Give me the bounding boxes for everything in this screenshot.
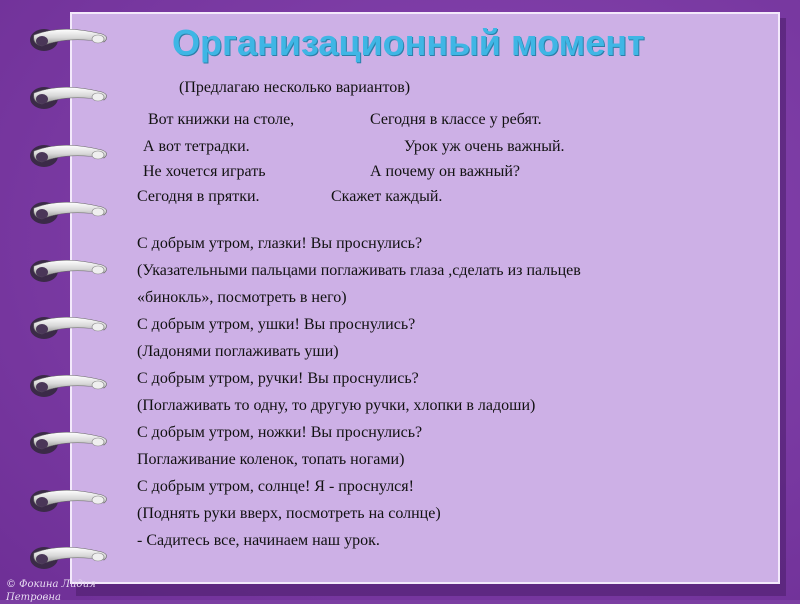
binder-ring-icon <box>22 544 112 572</box>
text-line: С добрым утром, солнце! Я - проснулся! <box>137 478 414 495</box>
copyright-signature <box>6 578 96 604</box>
text-line: С добрым утром, ручки! Вы проснулись? <box>137 370 419 387</box>
binder-ring-icon <box>22 199 112 227</box>
text-line: (Указательными пальцами поглаживать глаза ,сделать из пальцев <box>137 262 581 279</box>
binder-ring-icon <box>22 372 112 400</box>
poem-right-line: Скажет каждый. <box>331 188 443 205</box>
binder-ring-icon <box>22 314 112 342</box>
subtitle: (Предлагаю несколько вариантов) <box>179 79 411 96</box>
poem-right-line: Сегодня в классе у ребят. <box>370 111 542 128</box>
text-line: - Садитесь все, начинаем наш урок. <box>137 532 380 549</box>
poem-right-line: Урок уж очень важный. <box>404 138 565 155</box>
poem-left-line: Вот книжки на столе, <box>148 111 295 128</box>
binder-ring-icon <box>22 429 112 457</box>
binder-ring-icon <box>22 142 112 170</box>
page-title: Организационный момент <box>172 22 645 63</box>
poem-right-line: А почему он важный? <box>370 163 521 180</box>
binder-ring-icon <box>22 487 112 515</box>
text-line: Поглаживание коленок, топать ногами) <box>137 451 405 468</box>
text-line: С добрым утром, ножки! Вы проснулись? <box>137 424 423 441</box>
text-line: С добрым утром, ушки! Вы проснулись? <box>137 316 416 333</box>
instruction-lines <box>137 230 757 554</box>
binder-ring-icon <box>22 257 112 285</box>
poem-left-line: Не хочется играть <box>143 163 266 180</box>
text-line: С добрым утром, глазки! Вы проснулись? <box>137 235 423 252</box>
binder-ring-icon <box>22 84 112 112</box>
binder-ring-icon <box>22 26 112 54</box>
copyright-line: © Фокина Лидия <box>6 579 96 590</box>
text-line: (Поднять руки вверх, посмотреть на солнце) <box>137 505 441 522</box>
text-line: (Поглаживать то одну, то другую ручки, хлопки в ладоши) <box>137 397 536 414</box>
text-line: «бинокль», посмотреть в него) <box>137 289 347 306</box>
copyright-line: Петровна <box>6 592 61 603</box>
text-line: (Ладонями поглаживать уши) <box>137 343 339 360</box>
poem-left-line: Сегодня в прятки. <box>137 188 260 205</box>
poem-left-line: А вот тетрадки. <box>143 138 250 155</box>
